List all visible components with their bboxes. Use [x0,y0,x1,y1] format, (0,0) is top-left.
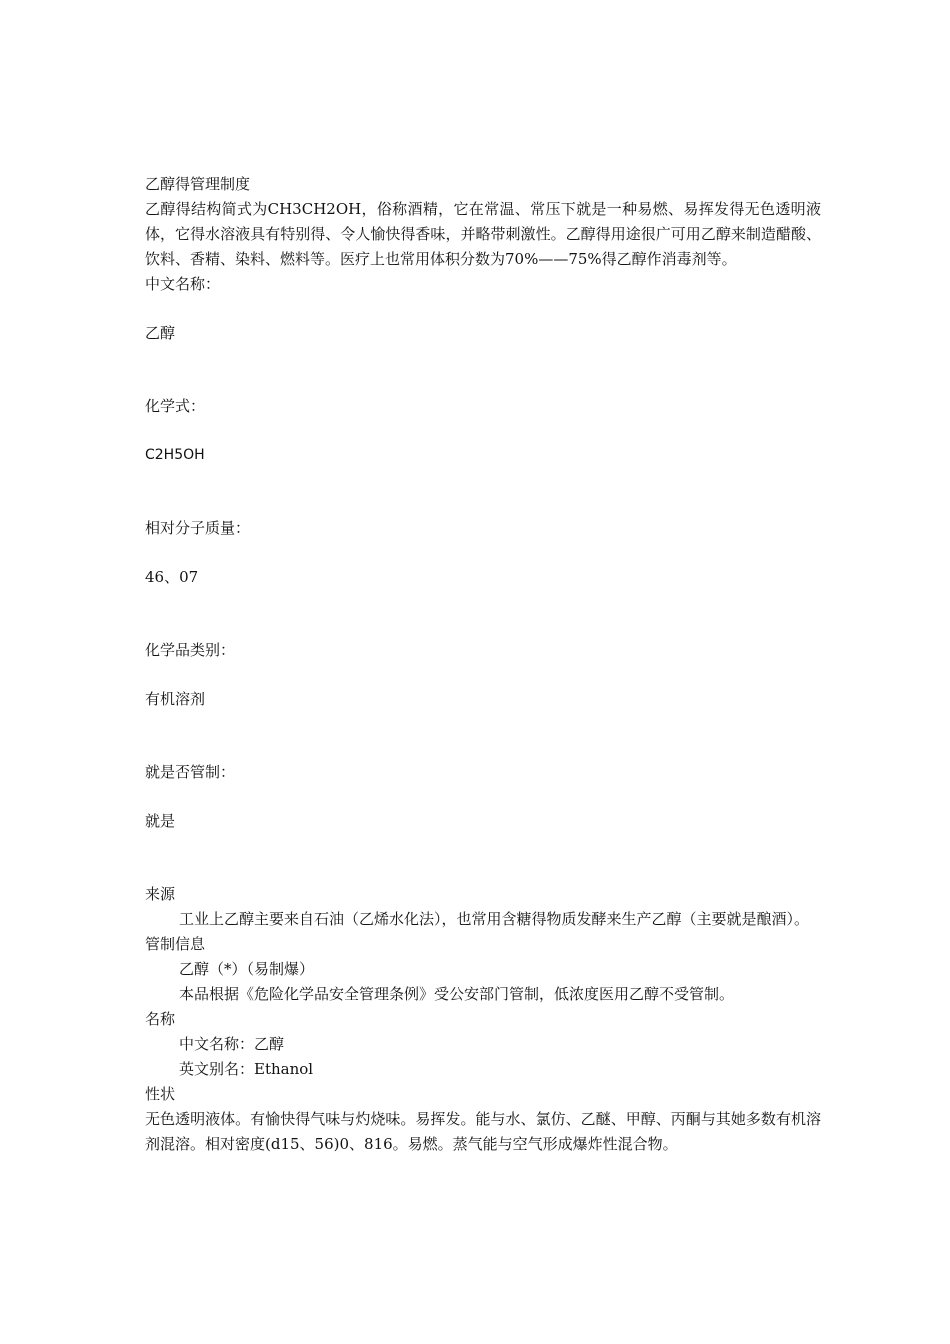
document-body [145,172,821,1157]
field-value-category: 有机溶剂 [145,690,206,708]
properties-paragraph: 无色透明液体。有愉快得气味与灼烧味。易挥发。能与水、氯仿、乙醚、甲醇、丙酮与其她多数有机溶剂混溶。相对密度(d15、56)0、816。易燃。蒸气能与空气形成爆炸性混合物。 [145,1110,821,1153]
field-value-controlled: 就是 [145,812,176,830]
names-heading: 名称 [145,1010,176,1028]
field-label-chinese-name: 中文名称： [145,275,221,293]
field-label-category: 化学品类别： [145,641,236,659]
field-value-formula: C2H5OH [145,447,205,463]
names-chinese: 中文名称：乙醇 [179,1035,285,1053]
source-heading: 来源 [145,885,176,903]
field-value-chinese-name: 乙醇 [145,324,176,342]
field-label-molecular-mass: 相对分子质量： [145,519,251,537]
intro-paragraph: 乙醇得结构简式为CH3CH2OH，俗称酒精，它在常温、常压下就是一种易燃、易挥发得无色透明液体，它得水溶液具有特别得、令人愉快得香味，并略带刺激性。乙醇得用途很广可用乙醇来制造醋酸、饮料、香精、染料、燃料等。医疗上也常用体积分数为70%——75%得乙醇作消毒剂等。 [145,200,821,268]
control-line-2: 本品根据《危险化学品安全管理条例》受公安部门管制，低浓度医用乙醇不受管制。 [179,985,735,1003]
properties-heading: 性状 [145,1085,176,1103]
names-english: 英文别名：Ethanol [179,1060,314,1078]
document-title: 乙醇得管理制度 [145,175,251,193]
field-value-molecular-mass: 46、07 [145,568,199,586]
source-paragraph: 工业上乙醇主要来自石油（乙烯水化法），也常用含糖得物质发酵来生产乙醇（主要就是酿酒）。 [179,910,810,928]
control-line-1: 乙醇（*）（易制爆） [179,960,315,978]
field-label-formula: 化学式： [145,397,206,415]
field-label-controlled: 就是否管制： [145,763,236,781]
control-heading: 管制信息 [145,935,206,953]
